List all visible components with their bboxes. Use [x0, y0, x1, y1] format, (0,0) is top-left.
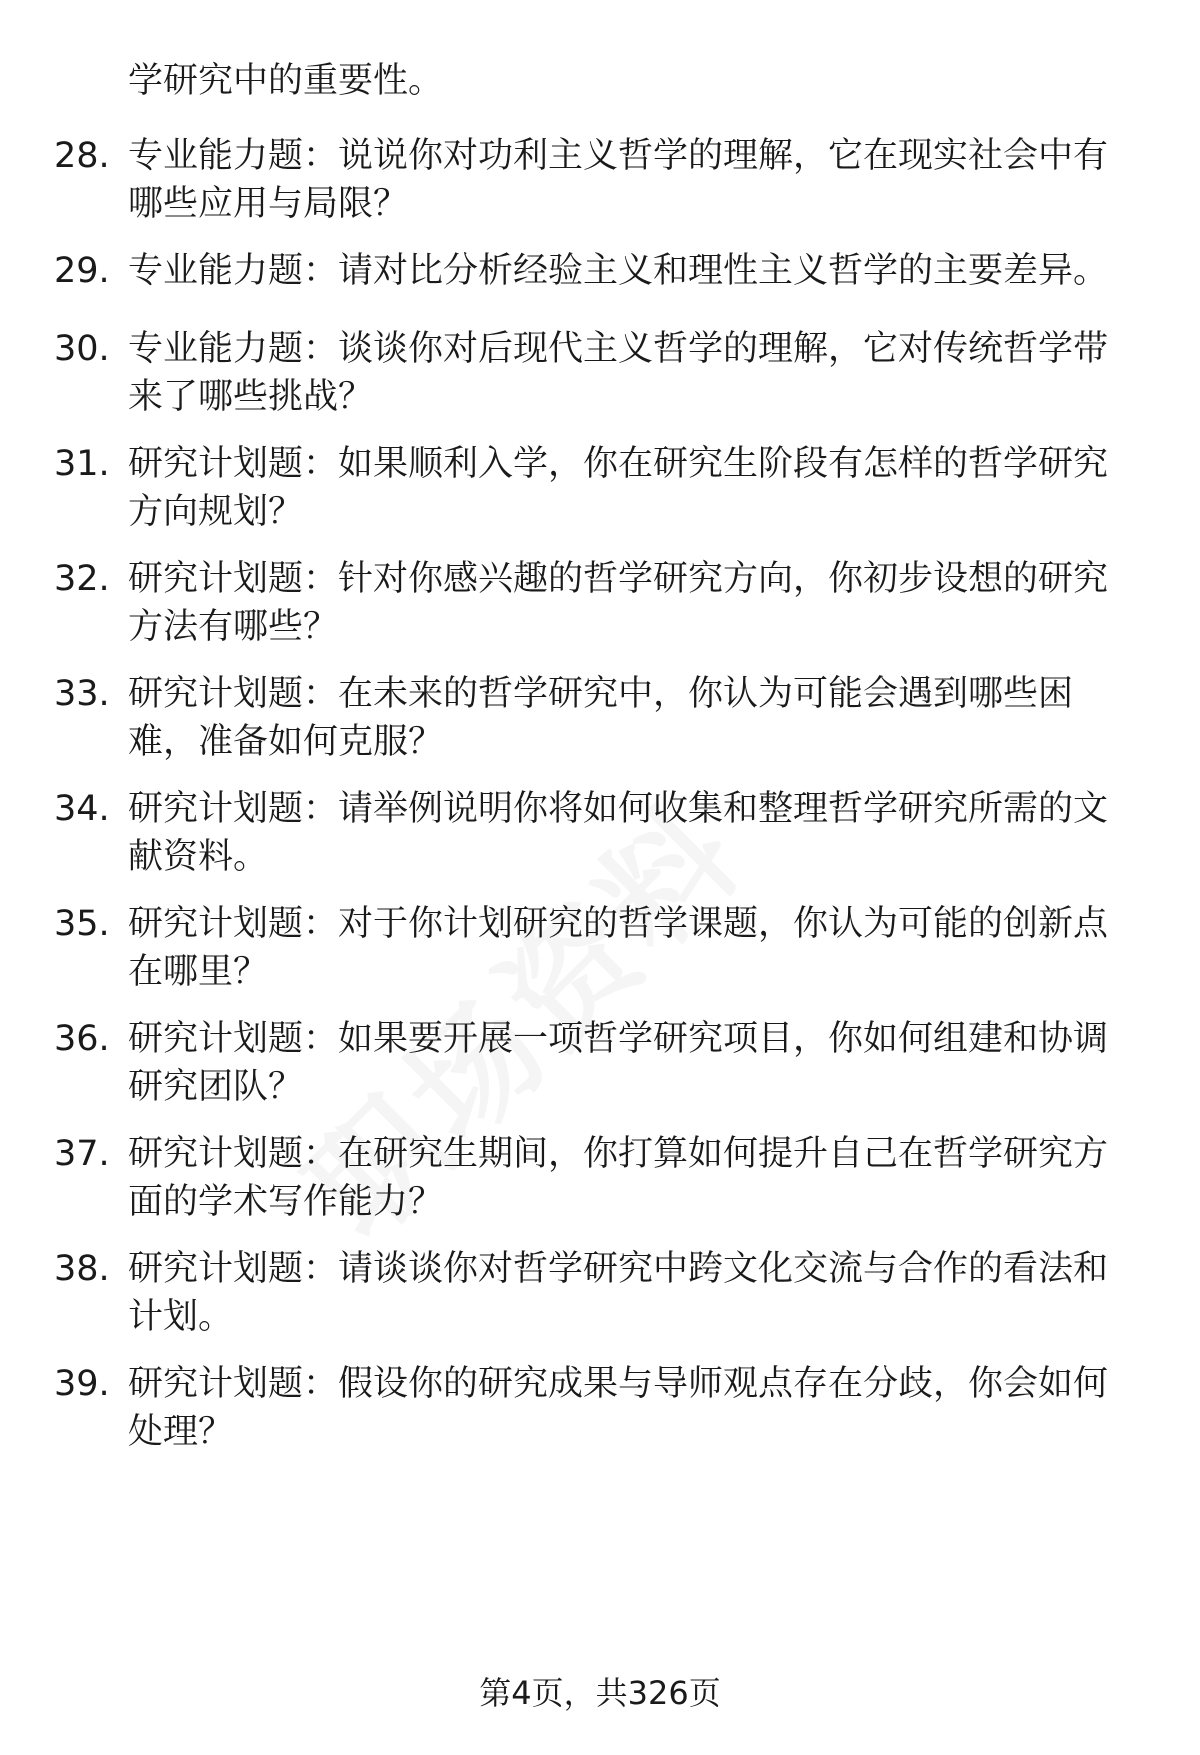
question-number: 34. — [54, 789, 110, 829]
page-footer: 第4页，共326页 — [479, 1674, 721, 1712]
question-text-line: 专业能力题：谈谈你对后现代主义哲学的理解，它对传统哲学带 — [128, 329, 1109, 369]
question-text — [128, 785, 1140, 881]
question-text — [128, 440, 1140, 536]
question-number: 33. — [54, 674, 110, 714]
question-text-line: 研究计划题：在未来的哲学研究中，你认为可能会遇到哪些困 — [128, 674, 1074, 714]
question-text — [128, 1130, 1140, 1226]
question-text-line: 研究计划题：假设你的研究成果与导师观点存在分歧，你会如何 — [128, 1364, 1109, 1404]
question-text-line: 研究团队？ — [128, 1067, 304, 1107]
question-text-line: 来了哪些挑战？ — [128, 377, 374, 417]
question-text-line: 难，准备如何克服？ — [128, 722, 444, 762]
question-text-line: 计划。 — [128, 1297, 234, 1337]
question-number: 36. — [54, 1019, 110, 1059]
question-text-line: 方法有哪些？ — [128, 607, 339, 647]
question-number: 39. — [54, 1364, 110, 1404]
question-number: 37. — [54, 1134, 110, 1174]
question-text-line: 在哪里？ — [128, 952, 269, 992]
question-text-line: 方向规划？ — [128, 492, 304, 532]
question-text — [128, 247, 1140, 295]
question-number: 32. — [54, 559, 110, 599]
question-text-line: 研究计划题：请举例说明你将如何收集和整理哲学研究所需的文 — [128, 789, 1109, 829]
question-text-line: 研究计划题：如果要开展一项哲学研究项目，你如何组建和协调 — [128, 1019, 1109, 1059]
question-text-line: 研究计划题：如果顺利入学，你在研究生阶段有怎样的哲学研究 — [128, 444, 1109, 484]
question-text-line: 处理？ — [128, 1412, 234, 1452]
question-text-line: 研究计划题：在研究生期间，你打算如何提升自己在哲学研究方 — [128, 1134, 1109, 1174]
question-text — [128, 555, 1140, 651]
question-text-line: 专业能力题：请对比分析经验主义和理性主义哲学的主要差异。 — [128, 251, 1109, 291]
question-text-line: 面的学术写作能力？ — [128, 1182, 444, 1222]
question-text — [128, 900, 1140, 996]
question-number: 29. — [54, 251, 110, 291]
question-text — [128, 670, 1140, 766]
question-text-line: 研究计划题：针对你感兴趣的哲学研究方向，你初步设想的研究 — [128, 559, 1109, 599]
question-number: 38. — [54, 1249, 110, 1289]
question-text-line: 研究计划题：对于你计划研究的哲学课题，你认为可能的创新点 — [128, 904, 1109, 944]
question-text — [128, 1360, 1140, 1456]
question-text-line: 献资料。 — [128, 837, 269, 877]
question-number: 31. — [54, 444, 110, 484]
question-text — [128, 325, 1140, 421]
question-text-line: 研究计划题：请谈谈你对哲学研究中跨文化交流与合作的看法和 — [128, 1249, 1109, 1289]
question-text — [128, 1015, 1140, 1111]
continued-text-line: 学研究中的重要性。 — [128, 61, 444, 101]
question-text — [128, 132, 1140, 228]
question-number: 35. — [54, 904, 110, 944]
question-number: 28. — [54, 136, 110, 176]
question-number: 30. — [54, 329, 110, 369]
question-text-line: 哪些应用与局限？ — [128, 184, 409, 224]
question-text-line: 专业能力题：说说你对功利主义哲学的理解，它在现实社会中有 — [128, 136, 1109, 176]
question-text — [128, 1245, 1140, 1341]
